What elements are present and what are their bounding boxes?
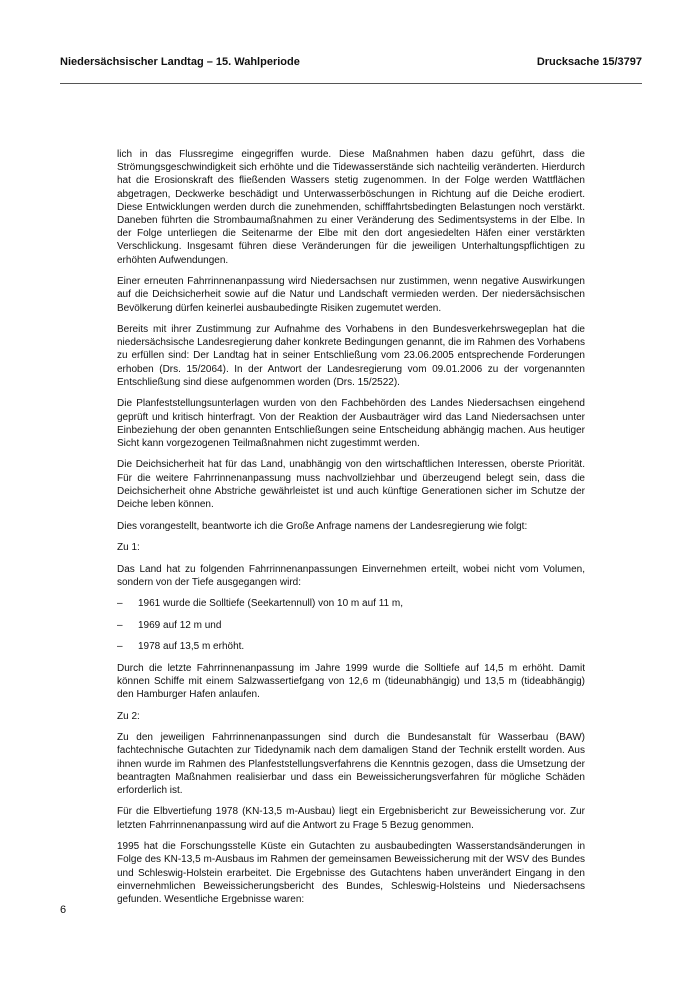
dash-marker: – bbox=[117, 598, 123, 610]
section-label: Zu 2: bbox=[117, 710, 140, 722]
paragraph: Einer erneuten Fahrrinnenanpassung wird Niedersachsen nur zustimmen, wenn negative Auswirkungen auf die Deichsicherheit sowie auf die Natur und Landschaft vermieden werden. Der niedersächsischen Bevölkerung dürfen keinerlei ausbaubedingte Risiken zugemutet werden. bbox=[117, 276, 585, 314]
list-item bbox=[117, 640, 585, 653]
paragraph: Bereits mit ihrer Zustimmung zur Aufnahme des Vorhabens in den Bundesverkehrswegeplan hat die niedersächsische Landesregierung daher konkrete Bedingungen genannt, die im Rahmen des Vorhabens zu erfüllen sind: Der Landtag hat in seiner Entschließung vom 23.06.2005 entsprechende Forderungen erhoben (Drs. 15/2064). In der Antwort der Landesregierung vom 09.01.2006 zu der vorgenannten Entschließung sind diese aufgenommen worden (Drs. 15/2522). bbox=[117, 324, 585, 388]
paragraph: Zu den jeweiligen Fahrrinnenanpassungen sind durch die Bundesanstalt für Wasserbau (BAW) fachtechnische Gutachten zur Tidedynamik nach dem damaligen Stand der Technik erstellt worden. Aus ihnen wurde im Rahmen des Planfeststellungsverfahrens die Kenntnis gezogen, dass die Umsetzung der beantragten Maßnahmen realisierbar und dass ein Beweissicherungsverfahren für mögliche Schäden erforderlich ist. bbox=[117, 732, 585, 796]
page-number: 6 bbox=[60, 904, 67, 916]
paragraph: Die Deichsicherheit hat für das Land, unabhängig von den wirtschaftlichen Interessen, oberste Priorität. Für die weitere Fahrrinnenanpassung muss nachvollziehbar und überzeugend belegt sein, dass die Deichsicherheit ohne Abstriche gewährleistet ist und auch künftige Generationen sicher im Schutze der Deiche leben können. bbox=[117, 459, 585, 511]
paragraph: 1995 hat die Forschungsstelle Küste ein Gutachten zu ausbaubedingten Wasserstandsänderungen in Folge des KN-13,5 m-Ausbaus im Rahmen der gemeinsamen Beweissicherung mit der WSV des Bundes und Schleswig-Holstein erarbeitet. Die Ergebnisse des Gutachtens haben unverändert Eingang in den einvernehmlichen Beweissicherungsbericht des Bundes, Schleswig-Holsteins und Niedersachsens gefunden. Wesentliche Ergebnisse waren: bbox=[117, 841, 585, 905]
list-item-text: 1969 auf 12 m und bbox=[138, 619, 222, 631]
dash-marker: – bbox=[117, 619, 123, 631]
header-title: Niedersächsischer Landtag – 15. Wahlperiode bbox=[60, 56, 300, 68]
paragraph: Durch die letzte Fahrrinnenanpassung im Jahre 1999 wurde die Solltiefe auf 14,5 m erhöht. Damit können Schiffe mit einem Salzwassertiefgang von 12,6 m (tideunabhängig) und 13,5 m (tideabhängig) den Hamburger Hafen anlaufen. bbox=[117, 662, 585, 701]
list-item bbox=[117, 619, 585, 632]
document-body bbox=[117, 148, 585, 915]
paragraph: Das Land hat zu folgenden Fahrrinnenanpassungen Einvernehmen erteilt, wobei nicht vom Volumen, sondern von der Tiefe ausgegangen wird: bbox=[117, 563, 585, 588]
page-header bbox=[60, 56, 642, 68]
section-label: Zu 1: bbox=[117, 542, 140, 554]
list-item bbox=[117, 597, 585, 610]
dash-marker: – bbox=[117, 641, 123, 653]
list-item-text: 1961 wurde die Solltiefe (Seekartennull) von 10 m auf 11 m, bbox=[138, 598, 403, 610]
paragraph: lich in das Flussregime eingegriffen wurde. Diese Maßnahmen haben dazu geführt, dass die Strömungsgeschwindigkeit sich erhöhte und die Tidewasserstände sich nachteilig veränderten. Hierdurch hat die Erosionskraft des fließenden Wassers stetig zugenommen. In der Folge werden Wattflächen abgetragen, Deckwerke beschädigt und Unterwasserböschungen in Richtung auf die Deiche erodiert. Diese Entwicklungen werden durch die zunehmenden, schifffahrtsbedingten Belastungen noch verstärkt. Daneben führten die Strombaumaßnahmen zu einer Veränderung des Sedimentsystems in der Elbe. In der Folge unterliegen die Seitenarme der Elbe mit den dort angesiedelten Häfen einer verstärkten Verschlickung. Insgesamt führen diese Veränderungen für die jeweiligen Unterhaltungspflichtigen zu erhöhten Aufwendungen. bbox=[117, 149, 585, 266]
paragraph: Für die Elbvertiefung 1978 (KN-13,5 m-Ausbau) liegt ein Ergebnisbericht zur Beweissicherung vor. Zur letzten Fahrrinnenanpassung wird auf die Antwort zu Frage 5 Bezug genommen. bbox=[117, 806, 585, 831]
document-number: Drucksache 15/3797 bbox=[536, 56, 642, 68]
paragraph: Die Planfeststellungsunterlagen wurden von den Fachbehörden des Landes Niedersachsen eingehend geprüft und kritisch hinterfragt. Von der Reaktion der Ausbauträger wird das Land Niedersachsen unter Einbeziehung der oben genannten Entschließungen seine Entscheidung abhängig machen. Aus heutiger Sicht kann vorgezogenen Teilmaßnahmen nicht zugestimmt werden. bbox=[117, 398, 585, 449]
list-item-text: 1978 auf 13,5 m erhöht. bbox=[138, 641, 245, 653]
header-rule bbox=[60, 83, 642, 84]
paragraph: Dies vorangestellt, beantworte ich die Große Anfrage namens der Landesregierung wie folgt: bbox=[117, 520, 528, 532]
